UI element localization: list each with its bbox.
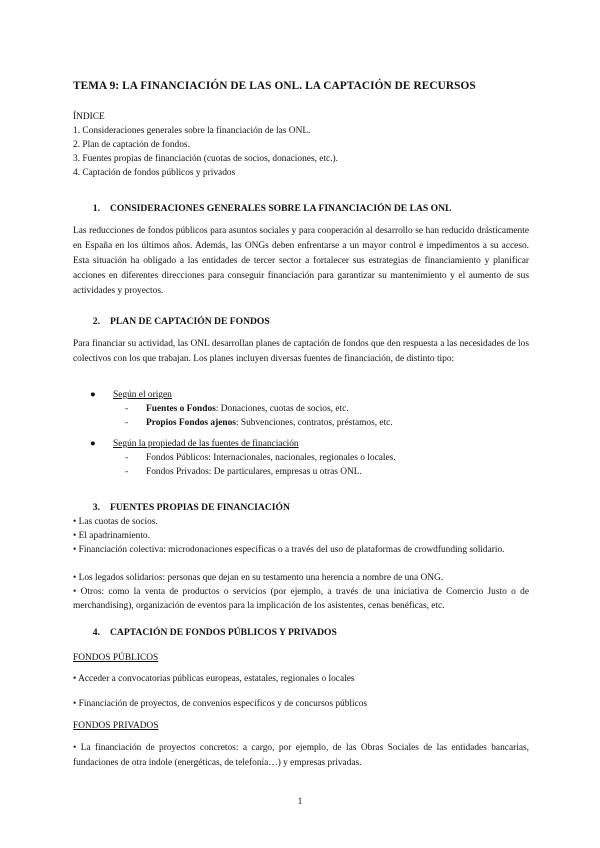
list-item: • Financiación de proyectos, de convenios específicos y de concursos públicos xyxy=(73,699,368,709)
sub-item-text: : Subvenciones, contratos, préstamos, etc. xyxy=(235,418,393,428)
list-item: • Financiación colectiva: microdonaciones específicas o a través del uso de plataformas de crowdfunding solidario. xyxy=(73,545,505,555)
sub-item xyxy=(125,465,362,479)
private-funds-heading: FONDOS PRIVADOS xyxy=(73,721,159,731)
list-item: • Los legados solidarios: personas que dejan en su testamento una herencia a nombre de una ONG. xyxy=(73,573,444,583)
list-item: • El apadrinamiento. xyxy=(73,531,150,541)
index-item: 1. Consideraciones generales sobre la financiación de las ONL. xyxy=(73,126,311,136)
dash-icon: - xyxy=(125,453,129,463)
section-title: PLAN DE CAPTACIÓN DE FONDOS xyxy=(110,316,270,327)
dash-icon: - xyxy=(125,467,129,477)
sub-item xyxy=(125,402,349,416)
sub-item-bold: Propios Fondos ajenos xyxy=(146,418,236,428)
bullet-origin xyxy=(90,388,172,402)
list-item: • La financiación de proyectos concretos: a cargo, por ejemplo, de las Obras Sociales de las entidades bancarias, fundaciones de otra índole (energéticas, de telefonía…) y empresas privadas. xyxy=(73,743,529,768)
document-title: TEMA 9: LA FINANCIACIÓN DE LAS ONL. LA CAPTACIÓN DE RECURSOS xyxy=(73,80,476,92)
dash-icon: - xyxy=(125,418,129,428)
index-heading: ÍNDICE xyxy=(73,112,105,122)
list-item: • Otros: como la venta de productos o servicios (por ejemplo, a través de una iniciativa de Comercio Justo o de merchandising), organización de eventos para la implicación de los asistentes, cenas benéficas, etc. xyxy=(73,587,529,611)
bullet-icon: ● xyxy=(90,390,96,400)
dash-icon: - xyxy=(125,404,129,414)
sub-item-text: Fondos Privados: De particulares, empresas u otras ONL. xyxy=(146,467,362,477)
page-number: 1 xyxy=(297,797,303,807)
section-title: FUENTES PROPIAS DE FINANCIACIÓN xyxy=(110,502,290,513)
bullet-label: Según el origen xyxy=(113,390,172,400)
section-1-heading xyxy=(73,203,529,214)
section-number: 3. xyxy=(92,502,100,513)
section-1-paragraph: Las reducciones de fondos públicos para asuntos sociales y para cooperación al desarrollo se han reducido drásticamente en España en los últimos años. Además, las ONGs deben enfrentarse a un mayor control e impedimentos a su acceso. Esta situación ha obligado a las entidades de tercer sector a fortalecer sus estrategias de financiamiento y planificar acciones en diferentes direcciones para conseguir financiación para garantizar su mantenimiento y el aumento de sus actividades y proyectos. xyxy=(73,226,529,296)
section-title: CAPTACIÓN DE FONDOS PÚBLICOS Y PRIVADOS xyxy=(110,627,337,638)
section-2-heading xyxy=(73,316,529,327)
index-item: 3. Fuentes propias de financiación (cuotas de socios, donaciones, etc.). xyxy=(73,154,339,164)
list-item: • Acceder a convocatorias públicas europeas, estatales, regionales o locales xyxy=(73,674,355,684)
section-number: 1. xyxy=(92,203,100,214)
bullet-ownership xyxy=(90,437,299,451)
sub-item-text: : Donaciones, cuotas de socios, etc. xyxy=(215,404,349,414)
section-title: CONSIDERACIONES GENERALES SOBRE LA FINANCIACIÓN DE LAS ONL xyxy=(110,203,452,214)
section-3-heading xyxy=(73,502,529,513)
list-item: • Las cuotas de socios. xyxy=(73,517,158,527)
public-funds-heading: FONDOS PÚBLICOS xyxy=(73,653,159,663)
bullet-icon: ● xyxy=(90,439,96,449)
sub-item xyxy=(125,451,396,465)
sub-item xyxy=(125,416,393,430)
sub-item-bold: Fuentes o Fondos xyxy=(146,404,216,414)
section-number: 2. xyxy=(92,316,100,327)
sub-item-text: Fondos Públicos: Internacionales, nacionales, regionales o locales. xyxy=(146,453,396,463)
section-number: 4. xyxy=(92,627,100,638)
bullet-label: Según la propiedad de las fuentes de financiación xyxy=(113,439,299,449)
index-item: 4. Captación de fondos públicos y privados xyxy=(73,168,236,178)
index-item: 2. Plan de captación de fondos. xyxy=(73,140,190,150)
section-4-heading xyxy=(73,627,529,638)
section-2-paragraph: Para financiar su actividad, las ONL desarrollan planes de captación de fondos que den respuesta a las necesidades de los colectivos con los que trabajan. Los planes incluyen diversas fuentes de financiación, de distinto tipo: xyxy=(73,339,529,364)
